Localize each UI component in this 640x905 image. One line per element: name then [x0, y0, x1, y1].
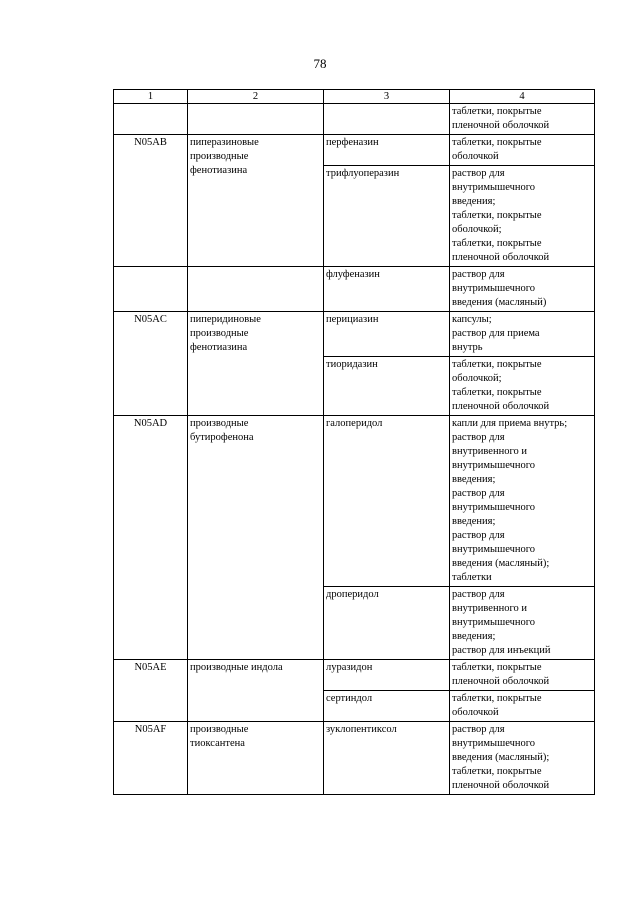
group-cell	[188, 267, 324, 312]
drug-cell: сертиндол	[324, 691, 450, 722]
atc-code-cell: N05AD	[114, 416, 188, 660]
dosage-forms-cell: таблетки, покрытые оболочкой; таблетки, покрытые пленочной оболочкой	[450, 357, 595, 416]
atc-code-cell: N05AC	[114, 312, 188, 416]
column-header-4: 4	[450, 90, 595, 104]
drug-cell: галоперидол	[324, 416, 450, 587]
drug-cell: трифлуоперазин	[324, 166, 450, 267]
group-cell: пиперидиновые производные фенотиазина	[188, 312, 324, 416]
dosage-forms-cell: таблетки, покрытые пленочной оболочкой	[450, 104, 595, 135]
atc-code-cell	[114, 267, 188, 312]
table-row	[114, 312, 595, 357]
group-cell: производные тиоксантена	[188, 722, 324, 795]
table-row	[114, 416, 595, 587]
dosage-forms-cell: раствор для внутримышечного введения (масляный); таблетки, покрытые пленочной оболочкой	[450, 722, 595, 795]
drug-cell: дроперидол	[324, 587, 450, 660]
column-header-1: 1	[114, 90, 188, 104]
dosage-forms-cell: капсулы; раствор для приема внутрь	[450, 312, 595, 357]
dosage-forms-cell: таблетки, покрытые пленочной оболочкой	[450, 660, 595, 691]
group-cell: производные бутирофенона	[188, 416, 324, 660]
atc-code-cell: N05AE	[114, 660, 188, 722]
drug-cell	[324, 104, 450, 135]
drug-cell: луразидон	[324, 660, 450, 691]
dosage-forms-cell: таблетки, покрытые оболочкой	[450, 135, 595, 166]
atc-code-cell: N05AF	[114, 722, 188, 795]
table-row	[114, 660, 595, 691]
column-header-2: 2	[188, 90, 324, 104]
table-row	[114, 135, 595, 166]
group-cell: пиперазиновые производные фенотиазина	[188, 135, 324, 267]
drug-cell: зуклопентиксол	[324, 722, 450, 795]
dosage-forms-cell: капли для приема внутрь; раствор для внутривенного и внутримышечного введения; раствор для внутримышечного введения; раствор для внутримышечного введения (масляный); таблетки	[450, 416, 595, 587]
table-row	[114, 104, 595, 135]
drug-cell: перфеназин	[324, 135, 450, 166]
drug-table	[113, 89, 595, 795]
column-header-3: 3	[324, 90, 450, 104]
group-cell: производные индола	[188, 660, 324, 722]
table-header-row	[114, 90, 595, 104]
atc-code-cell: N05AB	[114, 135, 188, 267]
page-number: 78	[313, 56, 327, 71]
dosage-forms-cell: раствор для внутривенного и внутримышечного введения; раствор для инъекций	[450, 587, 595, 660]
dosage-forms-cell: раствор для внутримышечного введения; таблетки, покрытые оболочкой; таблетки, покрытые пленочной оболочкой	[450, 166, 595, 267]
drug-cell: флуфеназин	[324, 267, 450, 312]
drug-cell: тиоридазин	[324, 357, 450, 416]
group-cell	[188, 104, 324, 135]
drug-cell: перициазин	[324, 312, 450, 357]
dosage-forms-cell: таблетки, покрытые оболочкой	[450, 691, 595, 722]
table-row	[114, 267, 595, 312]
table-row	[114, 722, 595, 795]
dosage-forms-cell: раствор для внутримышечного введения (масляный)	[450, 267, 595, 312]
atc-code-cell	[114, 104, 188, 135]
